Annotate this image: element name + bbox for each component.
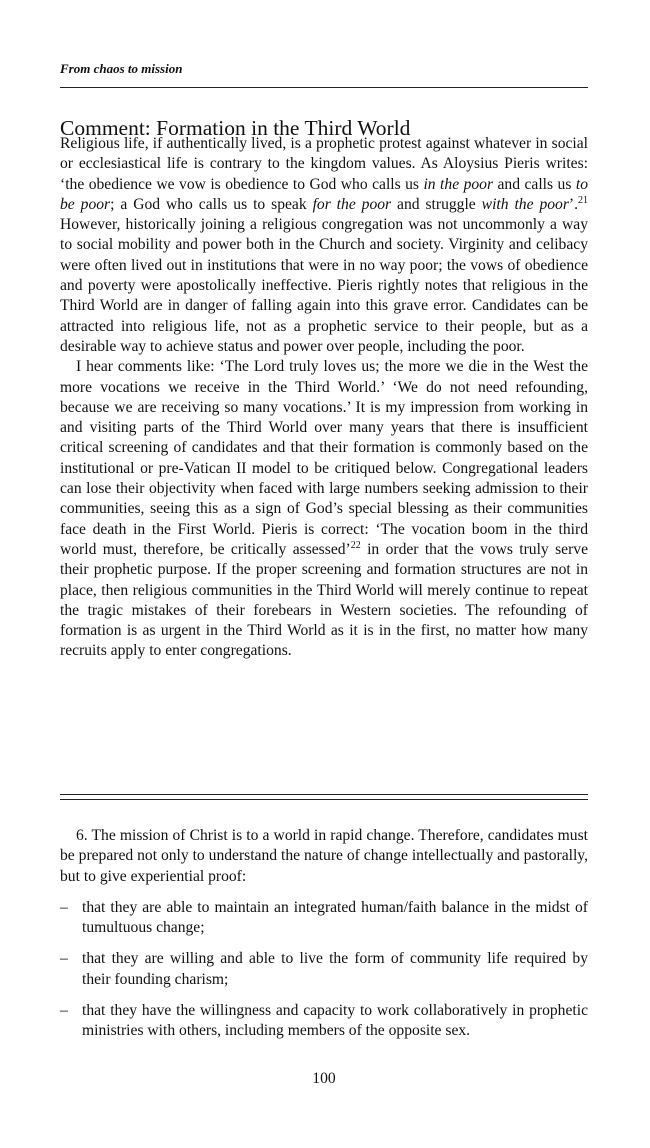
list-item: – that they have the willingness and capacity to work collaboratively in prophetic ministries with others, including members of the opposite sex.: [60, 1002, 588, 1040]
dash-bullet: –: [60, 1002, 68, 1020]
comment-box: [60, 134, 588, 662]
criteria-list: [60, 898, 588, 1042]
point-6-paragraph: 6. The mission of Christ is to a world in rapid change. Therefore, candidates must be prepared not only to understand the nature of change intellectually and pastorally, but to give experiential proof:: [60, 827, 588, 885]
bottom-rule: [60, 794, 588, 795]
dash-bullet: –: [60, 898, 68, 916]
running-head: From chaos to mission: [60, 61, 183, 76]
section-heading: Comment: Formation in the Third World: [60, 115, 411, 140]
comment-paragraph-2: I hear comments like: ‘The Lord truly loves us; the more we die in the West the more vocations we receive in the Third World.’ ‘We do not need refounding, because we are receiving so many vocations.’ It is my impression from working in and visiting parts of the Third World over many years that there is insufficient critical screening of candidates and that their formation is commonly based on the institutional or pre-Vatican II model to be critiqued below. Congregational leaders can lose their objectivity when faced with large numbers seeking admission to their communities, seeing this as a sign of God’s special blessing as their communities face death in the First World. Pieris is correct: ‘The vocation boom in the third world must, therefore, be critically assessed’$^{22}$ in order that the vows truly serve their prophetic purpose. If the proper screening and formation structures are not in place, then religious communities in the Third World will merely continue to repeat the tragic mistakes of their forebears in Western societies. The refounding of formation is as urgent in the Third World as it is in the first, no matter how many recruits apply to enter congregations.: [60, 358, 588, 660]
main-text: [60, 826, 588, 1042]
dash-bullet: –: [60, 950, 68, 968]
bottom-rule-thin: [60, 799, 588, 800]
top-rule: [60, 87, 588, 88]
list-item: – that they are willing and able to live the form of community life required by their founding charism;: [60, 950, 588, 988]
page-number: 100: [312, 1070, 336, 1087]
footnote-ref-21: 21: [578, 194, 588, 206]
footnote-ref-22: 22: [350, 539, 361, 551]
comment-paragraph-1: Religious life, if authentically lived, is a prophetic protest against whatever in social or ecclesiastical life is contrary to the kingdom values. As Aloysius Pieris writes: ‘the obedience we vow is obedience to God who calls us in the poor and calls us to be poor; a God who calls us to speak for the poor and struggle with the poor’.$^{21}$ However, historically joining a religious congregation was not uncommonly a way to social mobility and power both in the Church and society. Virginity and celibacy were often lived out in institutions that were in no way poor; the vows of obedience and poverty were apostolically ineffective. Pieris rightly notes that religious in the Third World are in danger of falling again into this grave error. Candidates can be attracted into religious life, not as a prophetic service to their people, but as a desirable way to achieve status and power over people, including the poor.: [60, 135, 588, 355]
list-item: – that they are able to maintain an integrated human/faith balance in the midst of tumultuous change;: [60, 898, 588, 937]
